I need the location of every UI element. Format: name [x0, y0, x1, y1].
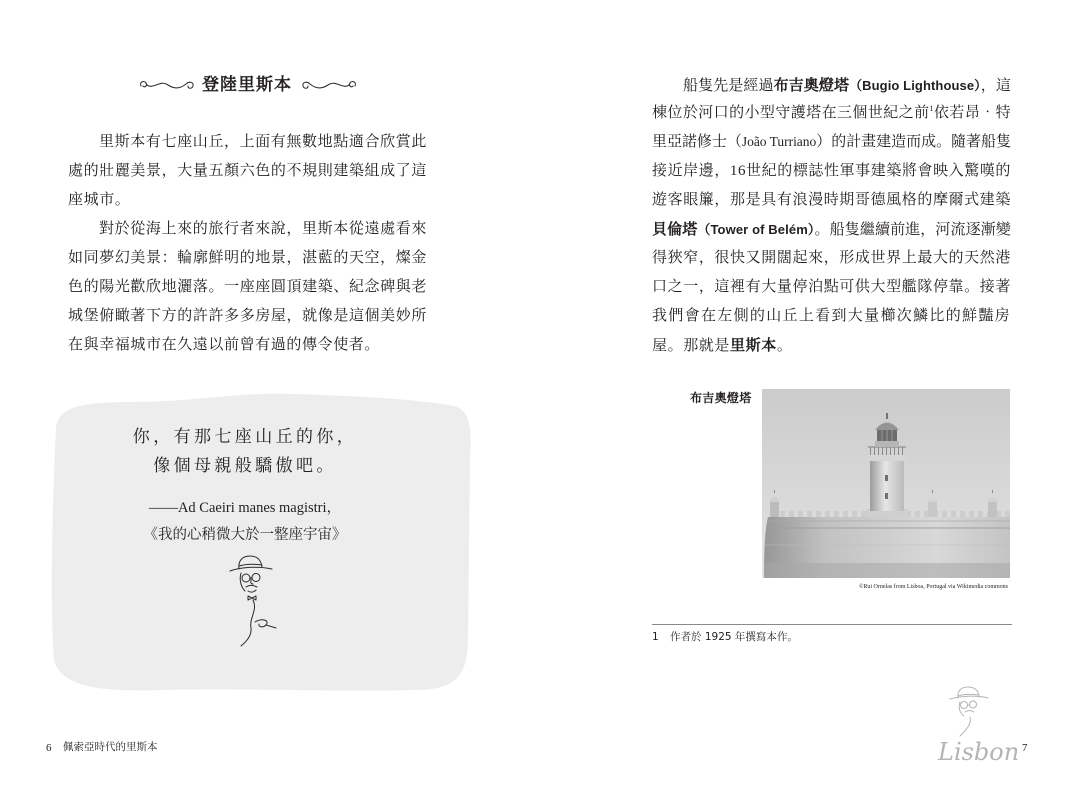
body-line	[68, 128, 427, 157]
footnote-divider	[652, 624, 1012, 625]
body-line-text: 處的壯麗美景，大量五顏六色的不規則建築組成了這	[68, 163, 427, 180]
body-line	[68, 331, 427, 360]
lighthouse-tower	[866, 447, 908, 517]
pessoa-portrait-sketch	[222, 552, 294, 648]
text-segment: 棟位於河口的小型守護塔在三個世紀之前	[652, 105, 930, 122]
footnote-number: 1	[652, 631, 659, 643]
lighthouse-photo	[762, 389, 1010, 578]
body-line-text	[652, 128, 1011, 157]
body-line-text	[652, 244, 1011, 273]
body-line-text	[652, 99, 1011, 128]
body-line-text: 如同夢幻美景：輪廓鮮明的地景，湛藍的天空，燦金	[68, 249, 427, 266]
text-segment: 接近岸邊，16世紀的標誌性軍事建築將會映入驚嘆的	[652, 163, 1011, 180]
signature-lettering: Lisbon	[938, 738, 1020, 766]
pessoa-signature-sketch	[930, 684, 1020, 770]
body-line	[652, 215, 1011, 244]
body-line-text: 里斯本有七座山丘，上面有無數地點適合欣賞此	[99, 134, 427, 151]
body-line	[68, 186, 427, 215]
right-body-text	[652, 71, 1011, 360]
page-number: 6	[46, 742, 52, 754]
section-title: 登陸里斯本	[202, 75, 292, 95]
text-segment: 里亞諾修士（	[652, 134, 742, 151]
body-line	[652, 244, 1011, 273]
body-line-text: 城堡俯瞰著下方的許許多多房屋，就像是這個美妙所	[68, 307, 427, 324]
quote-attribution: ——Ad Caeiri manes magistri，	[148, 500, 342, 516]
bold-term: 貝倫塔	[652, 219, 698, 238]
figure-caption: 布吉奧燈塔	[690, 391, 752, 405]
text-segment: ，這	[980, 77, 1011, 94]
body-line	[68, 273, 427, 302]
bold-term-latin: （Bugio Lighthouse）	[849, 77, 981, 93]
body-line	[652, 157, 1011, 186]
body-line-text	[652, 157, 1011, 186]
body-line	[652, 71, 1011, 100]
title-ornament-right	[300, 77, 358, 93]
footnote-text: 作者於 1925 年撰寫本作。	[670, 631, 798, 643]
body-line	[68, 215, 427, 244]
running-head: 佩索亞時代的里斯本	[63, 742, 158, 753]
bold-term-latin: （Tower of Belém）	[697, 221, 815, 237]
fortress-wall	[764, 511, 1010, 578]
latin-name: João Turriano	[741, 134, 817, 150]
quote-source-title: 《我的心稍微大於一整座宇宙》	[143, 527, 347, 543]
quote-line: 像個母親般驕傲吧。	[153, 456, 337, 475]
body-line-text	[652, 273, 1011, 302]
text-segment: 依若昂‧特	[933, 105, 1011, 122]
body-line	[652, 128, 1011, 157]
body-line-text	[652, 215, 1011, 245]
text-segment: 。	[776, 337, 793, 354]
body-line	[652, 99, 1011, 128]
text-segment: 得狹窄，很快又開闊起來，形成世界上最大的天然港	[652, 249, 1011, 266]
text-segment: 。船隻繼續前進，河流逐漸變	[814, 221, 1011, 238]
body-line	[652, 273, 1011, 302]
body-line-text: 座城市。	[68, 192, 131, 209]
body-line-text: 在與幸福城市在久遠以前曾有過的傳令使者。	[68, 336, 381, 353]
quote-line: 你，有那七座山丘的你，	[132, 427, 358, 446]
body-line	[652, 186, 1011, 215]
left-body-text	[68, 128, 427, 359]
bold-term: 布吉奧燈塔	[773, 75, 850, 94]
body-line	[652, 331, 1011, 360]
text-segment: 口之一，這裡有大量停泊點可供大型艦隊停靠。接著	[652, 278, 1011, 295]
text-segment: ）的計畫建造而成。隨著船隻	[816, 134, 1011, 151]
body-line-text	[652, 331, 792, 361]
footnote-reference: 1	[929, 104, 934, 114]
text-segment: 遊客眼簾，那是具有浪漫時期哥德風格的摩爾式建築	[652, 192, 1011, 209]
bold-term: 里斯本	[730, 335, 777, 354]
body-line-text	[652, 186, 1011, 215]
body-line	[68, 244, 427, 273]
page-number: 7	[1022, 742, 1028, 754]
body-line	[68, 302, 427, 331]
text-segment: 屋。那就是	[652, 337, 731, 354]
body-line	[68, 157, 427, 186]
body-line	[652, 302, 1011, 331]
text-segment: 我們會在左側的山丘上看到大量櫛次鱗比的鮮豔房	[652, 307, 1011, 324]
text-segment: 船隻先是經過	[683, 77, 774, 94]
footnote	[652, 630, 798, 644]
body-line-text	[652, 302, 1011, 331]
body-line-text: 對於從海上來的旅行者來說，里斯本從遠處看來	[99, 220, 427, 237]
body-line-text	[683, 71, 1011, 101]
photo-credit: ©Rui Ornelas from Lisboa, Portugal via Wikimedia commons	[858, 584, 1008, 590]
body-line-text: 色的陽光歡欣地灑落。一座座圓頂建築、紀念碑與老	[68, 278, 427, 295]
